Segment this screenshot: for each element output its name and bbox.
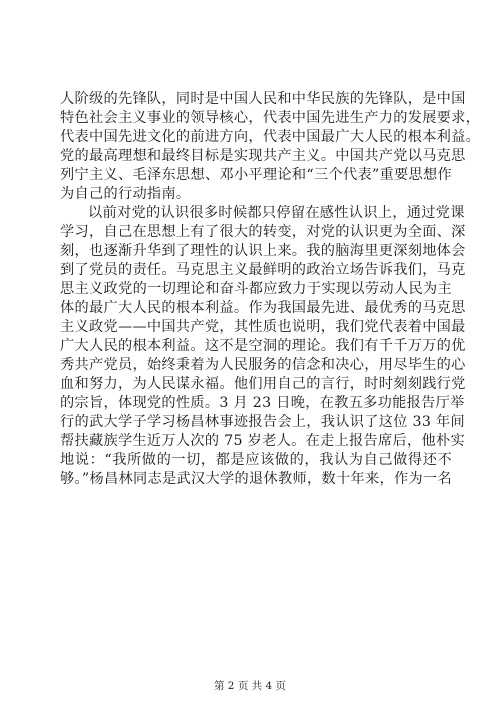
text-line: 的宗旨，体现党的性质。3 月 23 日晚，在教五多功能报告厅举 bbox=[60, 395, 465, 411]
text-line: 广大人民的根本利益。这不是空洞的理论。我们有千千万万的优 bbox=[60, 338, 466, 354]
text-line: 到了党员的责任。马克思主义最鲜明的政治立场告诉我们，马克 bbox=[60, 262, 466, 278]
text-line: 学习，自己在思想上有了很大的转变，对党的认识更为全面、深 bbox=[60, 224, 466, 240]
text-line: 体的最广大人民的根本利益。作为我国最先进、最优秀的马克思 bbox=[60, 300, 466, 316]
body-text bbox=[60, 90, 481, 489]
text-line: 血和努力，为人民谋永福。他们用自己的言行，时时刻刻践行党 bbox=[60, 376, 466, 392]
text-line: 主义政党——中国共产党，其性质也说明，我们党代表着中国最 bbox=[60, 319, 466, 335]
text-line: 特色社会主义事业的领导核心，代表中国先进生产力的发展要求， bbox=[60, 110, 481, 126]
text-line: 为自己的行动指南。 bbox=[60, 186, 191, 202]
text-line: 代表中国先进文化的前进方向，代表中国最广大人民的根本利益。 bbox=[60, 129, 481, 145]
text-line: 秀共产党员，始终秉着为人民服务的信念和决心，用尽毕生的心 bbox=[60, 357, 466, 373]
text-line: 人阶级的先锋队，同时是中国人民和中华民族的先锋队，是中国 bbox=[60, 91, 466, 107]
text-line: 帮扶藏族学生近万人次的 75 岁老人。在走上报告席后，他朴实 bbox=[60, 433, 465, 449]
text-line: 刻，也逐渐升华到了理性的认识上来。我的脑海里更深刻地体会 bbox=[60, 243, 466, 259]
page-number-footer: 第 2 页 共 4 页 bbox=[213, 680, 287, 692]
paragraph-first-line: 以前对党的认识很多时候都只停留在感性认识上，通过党课 bbox=[88, 205, 465, 221]
text-line: 地说：“我所做的一切，都是应该做的，我认为自己做得还不 bbox=[60, 452, 452, 468]
text-line: 够。”杨昌林同志是武汉大学的退休教师，数十年来，作为一名 bbox=[60, 471, 452, 487]
text-line: 行的武大学子学习杨昌林事迹报告会上，我认识了这位 33 年间 bbox=[60, 414, 465, 430]
text-line: 列宁主义、毛泽东思想、邓小平理论和“三个代表”重要思想作 bbox=[60, 167, 452, 183]
text-line: 党的最高理想和最终目标是实现共产主义。中国共产党以马克思 bbox=[60, 148, 466, 164]
text-line: 思主义政党的一切理论和奋斗都应致力于实现以劳动人民为主 bbox=[60, 281, 452, 297]
